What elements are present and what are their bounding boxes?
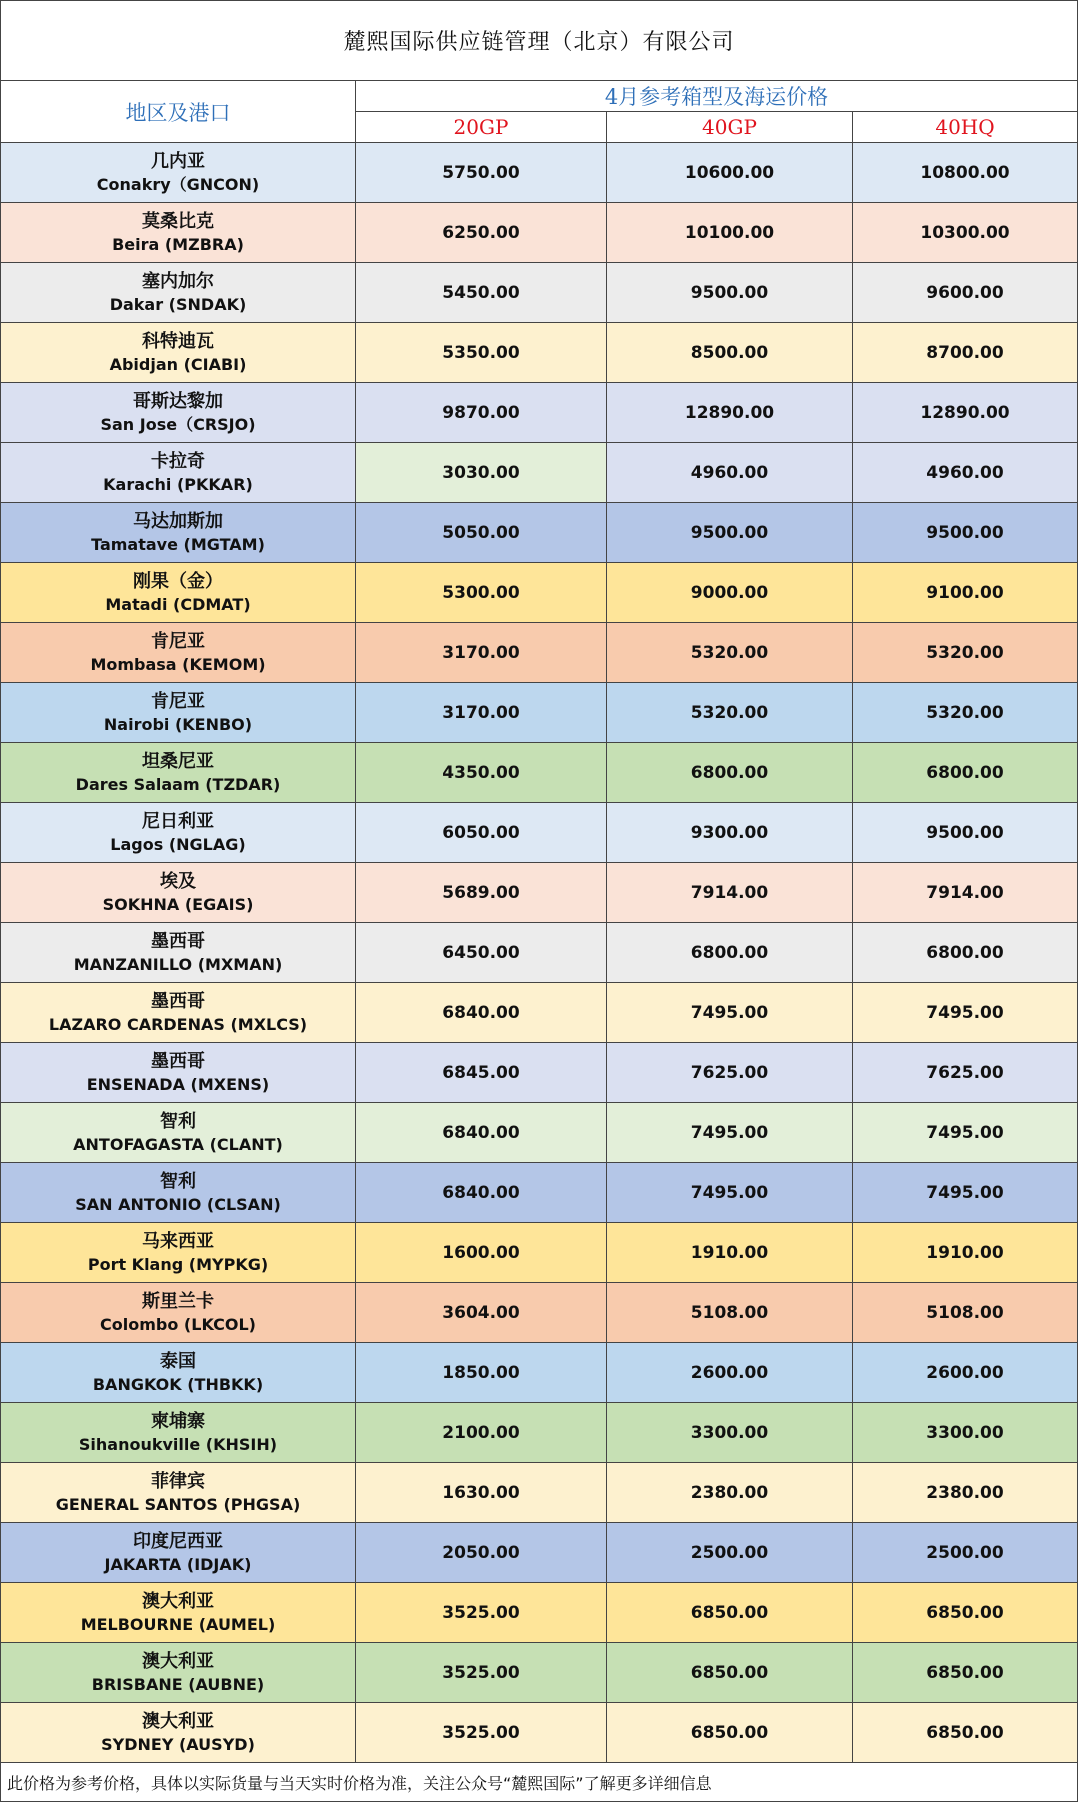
price-40gp: 7495.00 bbox=[607, 983, 853, 1043]
price-40hq: 6850.00 bbox=[853, 1583, 1078, 1643]
price-40gp: 2500.00 bbox=[607, 1523, 853, 1583]
table-row bbox=[1, 1643, 1078, 1703]
region-name: 埃及 bbox=[160, 870, 196, 892]
region-port-cell bbox=[1, 1283, 356, 1343]
region-port-cell bbox=[1, 1403, 356, 1463]
price-40gp: 5108.00 bbox=[607, 1283, 853, 1343]
table-row bbox=[1, 683, 1078, 743]
table-row bbox=[1, 383, 1078, 443]
table-row bbox=[1, 263, 1078, 323]
price-20gp: 1600.00 bbox=[356, 1223, 607, 1283]
price-40hq: 6800.00 bbox=[853, 743, 1078, 803]
price-20gp: 6840.00 bbox=[356, 1103, 607, 1163]
price-20gp: 3170.00 bbox=[356, 683, 607, 743]
price-20gp: 3030.00 bbox=[356, 443, 607, 503]
port-name: Matadi (CDMAT) bbox=[105, 594, 251, 614]
table-row bbox=[1, 1703, 1078, 1763]
port-name: BRISBANE (AUBNE) bbox=[91, 1674, 265, 1694]
price-20gp: 2050.00 bbox=[356, 1523, 607, 1583]
table-row bbox=[1, 863, 1078, 923]
price-40hq: 9500.00 bbox=[853, 503, 1078, 563]
price-40hq: 5320.00 bbox=[853, 623, 1078, 683]
table-row bbox=[1, 923, 1078, 983]
price-20gp: 6840.00 bbox=[356, 983, 607, 1043]
table-row bbox=[1, 1583, 1078, 1643]
region-port-cell bbox=[1, 1703, 356, 1763]
region-name: 莫桑比克 bbox=[142, 210, 214, 232]
region-name: 泰国 bbox=[160, 1350, 196, 1372]
price-40gp: 6800.00 bbox=[607, 923, 853, 983]
footer-row bbox=[1, 1763, 1078, 1802]
price-40gp: 9500.00 bbox=[607, 263, 853, 323]
region-name: 智利 bbox=[160, 1110, 196, 1132]
region-port-cell bbox=[1, 143, 356, 203]
table-row bbox=[1, 803, 1078, 863]
region-port-cell bbox=[1, 1043, 356, 1103]
price-40gp: 7495.00 bbox=[607, 1103, 853, 1163]
sheet-title: 麓熙国际供应链管理（北京）有限公司 bbox=[1, 1, 1078, 81]
price-20gp: 6250.00 bbox=[356, 203, 607, 263]
price-40gp: 9000.00 bbox=[607, 563, 853, 623]
region-name: 尼日利亚 bbox=[142, 810, 214, 832]
price-40hq: 5108.00 bbox=[853, 1283, 1078, 1343]
region-name: 肯尼亚 bbox=[151, 690, 205, 712]
region-port-cell bbox=[1, 743, 356, 803]
region-name: 塞内加尔 bbox=[142, 270, 214, 292]
price-40gp: 6800.00 bbox=[607, 743, 853, 803]
region-port-cell bbox=[1, 623, 356, 683]
header-20gp: 20GP bbox=[356, 112, 607, 143]
port-name: SAN ANTONIO (CLSAN) bbox=[75, 1194, 281, 1214]
port-name: BANGKOK (THBKK) bbox=[92, 1374, 264, 1394]
price-40gp: 6850.00 bbox=[607, 1583, 853, 1643]
region-name: 柬埔寨 bbox=[151, 1410, 205, 1432]
price-40hq: 7914.00 bbox=[853, 863, 1078, 923]
table-row bbox=[1, 443, 1078, 503]
price-40hq: 6800.00 bbox=[853, 923, 1078, 983]
region-port-cell bbox=[1, 203, 356, 263]
port-name: Nairobi (KENBO) bbox=[103, 714, 253, 734]
price-20gp: 3604.00 bbox=[356, 1283, 607, 1343]
table-row bbox=[1, 623, 1078, 683]
region-name: 墨西哥 bbox=[151, 1050, 205, 1072]
region-name: 马来西亚 bbox=[142, 1230, 214, 1252]
price-40gp: 6850.00 bbox=[607, 1703, 853, 1763]
table-row bbox=[1, 1403, 1078, 1463]
region-port-cell bbox=[1, 1463, 356, 1523]
table-row bbox=[1, 563, 1078, 623]
region-port-cell bbox=[1, 563, 356, 623]
price-group-header: 4月参考箱型及海运价格 bbox=[356, 81, 1078, 112]
port-name: Dares Salaam (TZDAR) bbox=[75, 774, 281, 794]
price-20gp: 5300.00 bbox=[356, 563, 607, 623]
price-40gp: 7495.00 bbox=[607, 1163, 853, 1223]
region-name: 智利 bbox=[160, 1170, 196, 1192]
price-40hq: 1910.00 bbox=[853, 1223, 1078, 1283]
region-port-cell bbox=[1, 803, 356, 863]
price-40hq: 3300.00 bbox=[853, 1403, 1078, 1463]
region-name: 墨西哥 bbox=[151, 930, 205, 952]
price-40gp: 2380.00 bbox=[607, 1463, 853, 1523]
price-20gp: 5450.00 bbox=[356, 263, 607, 323]
price-40hq: 10800.00 bbox=[853, 143, 1078, 203]
port-name: Sihanoukville (KHSIH) bbox=[78, 1434, 278, 1454]
region-port-cell bbox=[1, 383, 356, 443]
price-20gp: 3525.00 bbox=[356, 1643, 607, 1703]
table-row bbox=[1, 1223, 1078, 1283]
region-port-cell bbox=[1, 1523, 356, 1583]
price-20gp: 6450.00 bbox=[356, 923, 607, 983]
price-40hq: 9100.00 bbox=[853, 563, 1078, 623]
price-40gp: 9300.00 bbox=[607, 803, 853, 863]
price-40gp: 2600.00 bbox=[607, 1343, 853, 1403]
price-20gp: 3170.00 bbox=[356, 623, 607, 683]
region-name: 肯尼亚 bbox=[151, 630, 205, 652]
port-name: GENERAL SANTOS (PHGSA) bbox=[55, 1494, 301, 1514]
region-port-cell bbox=[1, 863, 356, 923]
price-40hq: 9500.00 bbox=[853, 803, 1078, 863]
price-20gp: 3525.00 bbox=[356, 1583, 607, 1643]
table-row bbox=[1, 1103, 1078, 1163]
region-name: 澳大利亚 bbox=[142, 1710, 214, 1732]
port-name: Beira (MZBRA) bbox=[112, 234, 244, 254]
price-40gp: 3300.00 bbox=[607, 1403, 853, 1463]
price-20gp: 6840.00 bbox=[356, 1163, 607, 1223]
price-40hq: 5320.00 bbox=[853, 683, 1078, 743]
region-port-cell bbox=[1, 683, 356, 743]
region-port-cell bbox=[1, 1103, 356, 1163]
price-40gp: 1910.00 bbox=[607, 1223, 853, 1283]
price-40hq: 8700.00 bbox=[853, 323, 1078, 383]
port-name: SYDNEY (AUSYD) bbox=[101, 1734, 255, 1754]
region-name: 坦桑尼亚 bbox=[142, 750, 214, 772]
port-name: Dakar (SNDAK) bbox=[109, 294, 247, 314]
price-40gp: 12890.00 bbox=[607, 383, 853, 443]
header-40gp: 40GP bbox=[607, 112, 853, 143]
price-20gp: 6845.00 bbox=[356, 1043, 607, 1103]
port-name: Mombasa (KEMOM) bbox=[90, 654, 266, 674]
region-name: 卡拉奇 bbox=[151, 450, 205, 472]
table-row bbox=[1, 1463, 1078, 1523]
region-port-cell bbox=[1, 1223, 356, 1283]
price-40hq: 6850.00 bbox=[853, 1703, 1078, 1763]
price-40hq: 7495.00 bbox=[853, 983, 1078, 1043]
price-40hq: 4960.00 bbox=[853, 443, 1078, 503]
region-port-cell bbox=[1, 983, 356, 1043]
port-name: Tamatave (MGTAM) bbox=[91, 534, 265, 554]
region-port-cell bbox=[1, 503, 356, 563]
header-40hq: 40HQ bbox=[853, 112, 1078, 143]
table-row bbox=[1, 743, 1078, 803]
price-40hq: 2500.00 bbox=[853, 1523, 1078, 1583]
region-name: 澳大利亚 bbox=[142, 1650, 214, 1672]
table-row bbox=[1, 323, 1078, 383]
price-20gp: 1630.00 bbox=[356, 1463, 607, 1523]
region-port-header: 地区及港口 bbox=[1, 81, 356, 143]
port-name: LAZARO CARDENAS (MXLCS) bbox=[48, 1014, 308, 1034]
table-row bbox=[1, 1283, 1078, 1343]
region-name: 澳大利亚 bbox=[142, 1590, 214, 1612]
table-row bbox=[1, 203, 1078, 263]
port-name: JAKARTA (IDJAK) bbox=[104, 1554, 252, 1574]
region-port-cell bbox=[1, 443, 356, 503]
region-name: 印度尼西亚 bbox=[133, 1530, 223, 1552]
region-port-cell bbox=[1, 1583, 356, 1643]
footer-note: 此价格为参考价格，具体以实际货量与当天实时价格为准，关注公众号“麓熙国际”了解更多详细信息 bbox=[1, 1763, 1078, 1802]
price-40hq: 2600.00 bbox=[853, 1343, 1078, 1403]
port-name: SOKHNA (EGAIS) bbox=[102, 894, 254, 914]
price-40gp: 10600.00 bbox=[607, 143, 853, 203]
region-port-cell bbox=[1, 323, 356, 383]
region-name: 墨西哥 bbox=[151, 990, 205, 1012]
region-port-cell bbox=[1, 1643, 356, 1703]
port-name: Lagos (NGLAG) bbox=[110, 834, 246, 854]
region-port-cell bbox=[1, 263, 356, 323]
price-40gp: 4960.00 bbox=[607, 443, 853, 503]
price-40hq: 2380.00 bbox=[853, 1463, 1078, 1523]
price-20gp: 5689.00 bbox=[356, 863, 607, 923]
price-40gp: 5320.00 bbox=[607, 623, 853, 683]
port-name: San Jose（CRSJO) bbox=[100, 414, 256, 434]
region-name: 几内亚 bbox=[151, 150, 205, 172]
table-row bbox=[1, 1523, 1078, 1583]
region-port-cell bbox=[1, 923, 356, 983]
region-port-cell bbox=[1, 1343, 356, 1403]
port-name: Conakry（GNCON) bbox=[96, 174, 260, 194]
port-name: Abidjan (CIABI) bbox=[109, 354, 247, 374]
table-row bbox=[1, 503, 1078, 563]
price-40hq: 10300.00 bbox=[853, 203, 1078, 263]
port-name: Colombo (LKCOL) bbox=[100, 1314, 256, 1334]
price-20gp: 1850.00 bbox=[356, 1343, 607, 1403]
table-row bbox=[1, 983, 1078, 1043]
region-name: 马达加斯加 bbox=[133, 510, 223, 532]
price-40hq: 7625.00 bbox=[853, 1043, 1078, 1103]
table-row bbox=[1, 143, 1078, 203]
region-port-cell bbox=[1, 1163, 356, 1223]
port-name: MANZANILLO (MXMAN) bbox=[73, 954, 283, 974]
price-20gp: 2100.00 bbox=[356, 1403, 607, 1463]
price-20gp: 6050.00 bbox=[356, 803, 607, 863]
price-20gp: 5050.00 bbox=[356, 503, 607, 563]
price-40gp: 6850.00 bbox=[607, 1643, 853, 1703]
port-name: Karachi (PKKAR) bbox=[103, 474, 253, 494]
price-40gp: 7914.00 bbox=[607, 863, 853, 923]
port-name: ANTOFAGASTA (CLANT) bbox=[73, 1134, 283, 1154]
region-name: 哥斯达黎加 bbox=[133, 390, 223, 412]
price-20gp: 5350.00 bbox=[356, 323, 607, 383]
price-20gp: 5750.00 bbox=[356, 143, 607, 203]
port-name: MELBOURNE (AUMEL) bbox=[80, 1614, 276, 1634]
table-row bbox=[1, 1163, 1078, 1223]
price-20gp: 3525.00 bbox=[356, 1703, 607, 1763]
region-name: 斯里兰卡 bbox=[142, 1290, 214, 1312]
price-40gp: 8500.00 bbox=[607, 323, 853, 383]
price-40gp: 9500.00 bbox=[607, 503, 853, 563]
port-name: Port Klang (MYPKG) bbox=[87, 1254, 269, 1274]
table-row bbox=[1, 1343, 1078, 1403]
region-name: 刚果（金） bbox=[133, 570, 223, 592]
price-40hq: 6850.00 bbox=[853, 1643, 1078, 1703]
price-40gp: 10100.00 bbox=[607, 203, 853, 263]
port-name: ENSENADA (MXENS) bbox=[86, 1074, 270, 1094]
price-40hq: 7495.00 bbox=[853, 1103, 1078, 1163]
price-40hq: 12890.00 bbox=[853, 383, 1078, 443]
price-20gp: 4350.00 bbox=[356, 743, 607, 803]
price-40hq: 9600.00 bbox=[853, 263, 1078, 323]
price-20gp: 9870.00 bbox=[356, 383, 607, 443]
price-40gp: 5320.00 bbox=[607, 683, 853, 743]
price-40gp: 7625.00 bbox=[607, 1043, 853, 1103]
price-40hq: 7495.00 bbox=[853, 1163, 1078, 1223]
table-row bbox=[1, 1043, 1078, 1103]
region-name: 科特迪瓦 bbox=[142, 330, 214, 352]
region-name: 菲律宾 bbox=[151, 1470, 205, 1492]
